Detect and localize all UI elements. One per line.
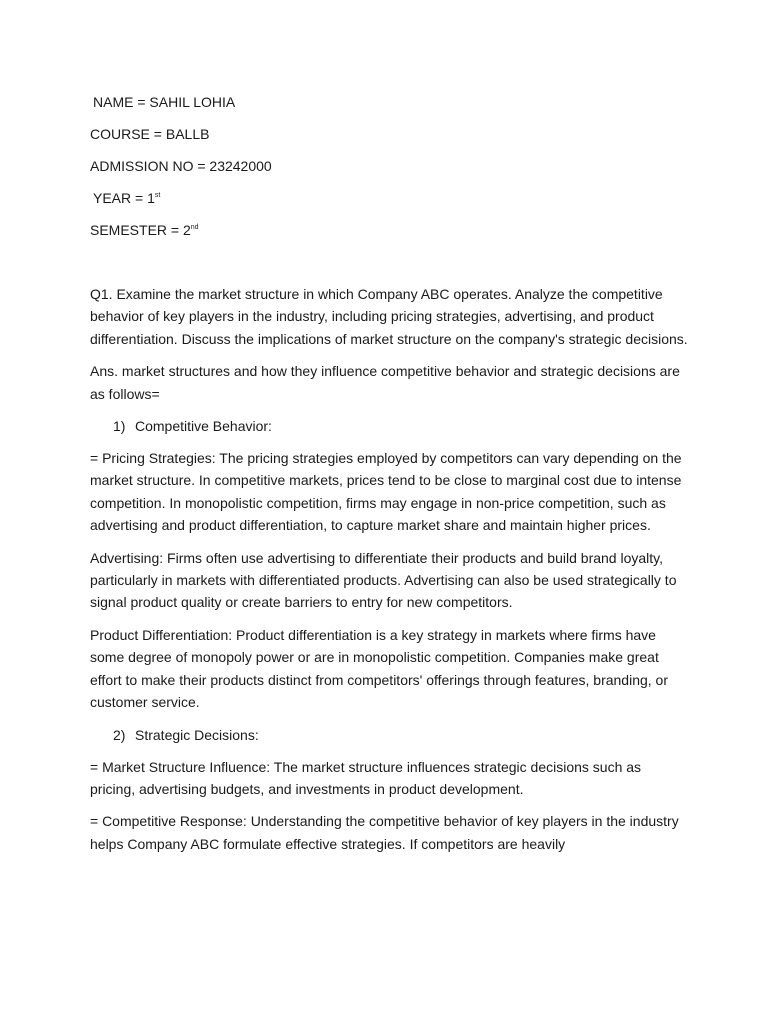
- section-title: Competitive Behavior:: [135, 418, 272, 435]
- question-paragraph: Q1. Examine the market structure in which Company ABC operates. Analyze the competitive behavior of key players in the industry, including pricing strategies, advertising, and product differentiation. Discuss the implications of market structure on the company's strategic decisions.: [90, 286, 688, 347]
- section-heading-strategic-decisions: [90, 724, 690, 746]
- student-year: [90, 188, 690, 208]
- product-differentiation-paragraph: Product Differentiation: Product differentiation is a key strategy in markets where firms have some degree of monopoly power or are in monopolistic competition. Companies make great effort to make their products distinct from competitors' offerings through features, branding, or customer service.: [90, 626, 668, 711]
- answer-intro: Ans. market structures and how they influence competitive behavior and strategic decisions are as follows=: [90, 363, 680, 402]
- semester-text: SEMESTER = 2: [90, 222, 191, 238]
- student-semester: [90, 220, 690, 240]
- student-name: NAME = SAHIL LOHIA: [93, 94, 236, 110]
- year-superscript: st: [154, 192, 161, 199]
- admission-number: ADMISSION NO = 23242000: [90, 158, 272, 174]
- competitive-response-paragraph: = Competitive Response: Understanding the competitive behavior of key players in the industry helps Company ABC formulate effective strategies. If competitors are heavily: [90, 813, 679, 852]
- pricing-strategies-paragraph: = Pricing Strategies: The pricing strategies employed by competitors can vary depending on the market structure. In competitive markets, prices tend to be close to marginal cost due to intense competition. In monopolistic competition, firms may engage in non-price competition, such as advertising and product differentiation, to capture market share and maintain higher prices.: [90, 450, 682, 534]
- section-title: Strategic Decisions:: [135, 726, 259, 743]
- spacer: [90, 252, 690, 283]
- advertising-paragraph: Advertising: Firms often use advertising to differentiate their products and build brand loyalty, particularly in markets with differentiated products. Advertising can also be used strategically to signal product quality or create barriers to entry for new competitors.: [90, 549, 677, 611]
- year-text: YEAR = 1: [93, 190, 155, 206]
- student-course: COURSE = BALLB: [90, 126, 210, 142]
- section-number: 1): [113, 418, 126, 435]
- document-page: [90, 92, 690, 865]
- semester-superscript: nd: [190, 224, 199, 231]
- section-heading-competitive-behavior: [90, 415, 690, 437]
- market-structure-influence-paragraph: = Market Structure Influence: The market structure influences strategic decisions such as pricing, advertising budgets, and investments in product development.: [90, 758, 642, 797]
- section-number: 2): [113, 726, 126, 743]
